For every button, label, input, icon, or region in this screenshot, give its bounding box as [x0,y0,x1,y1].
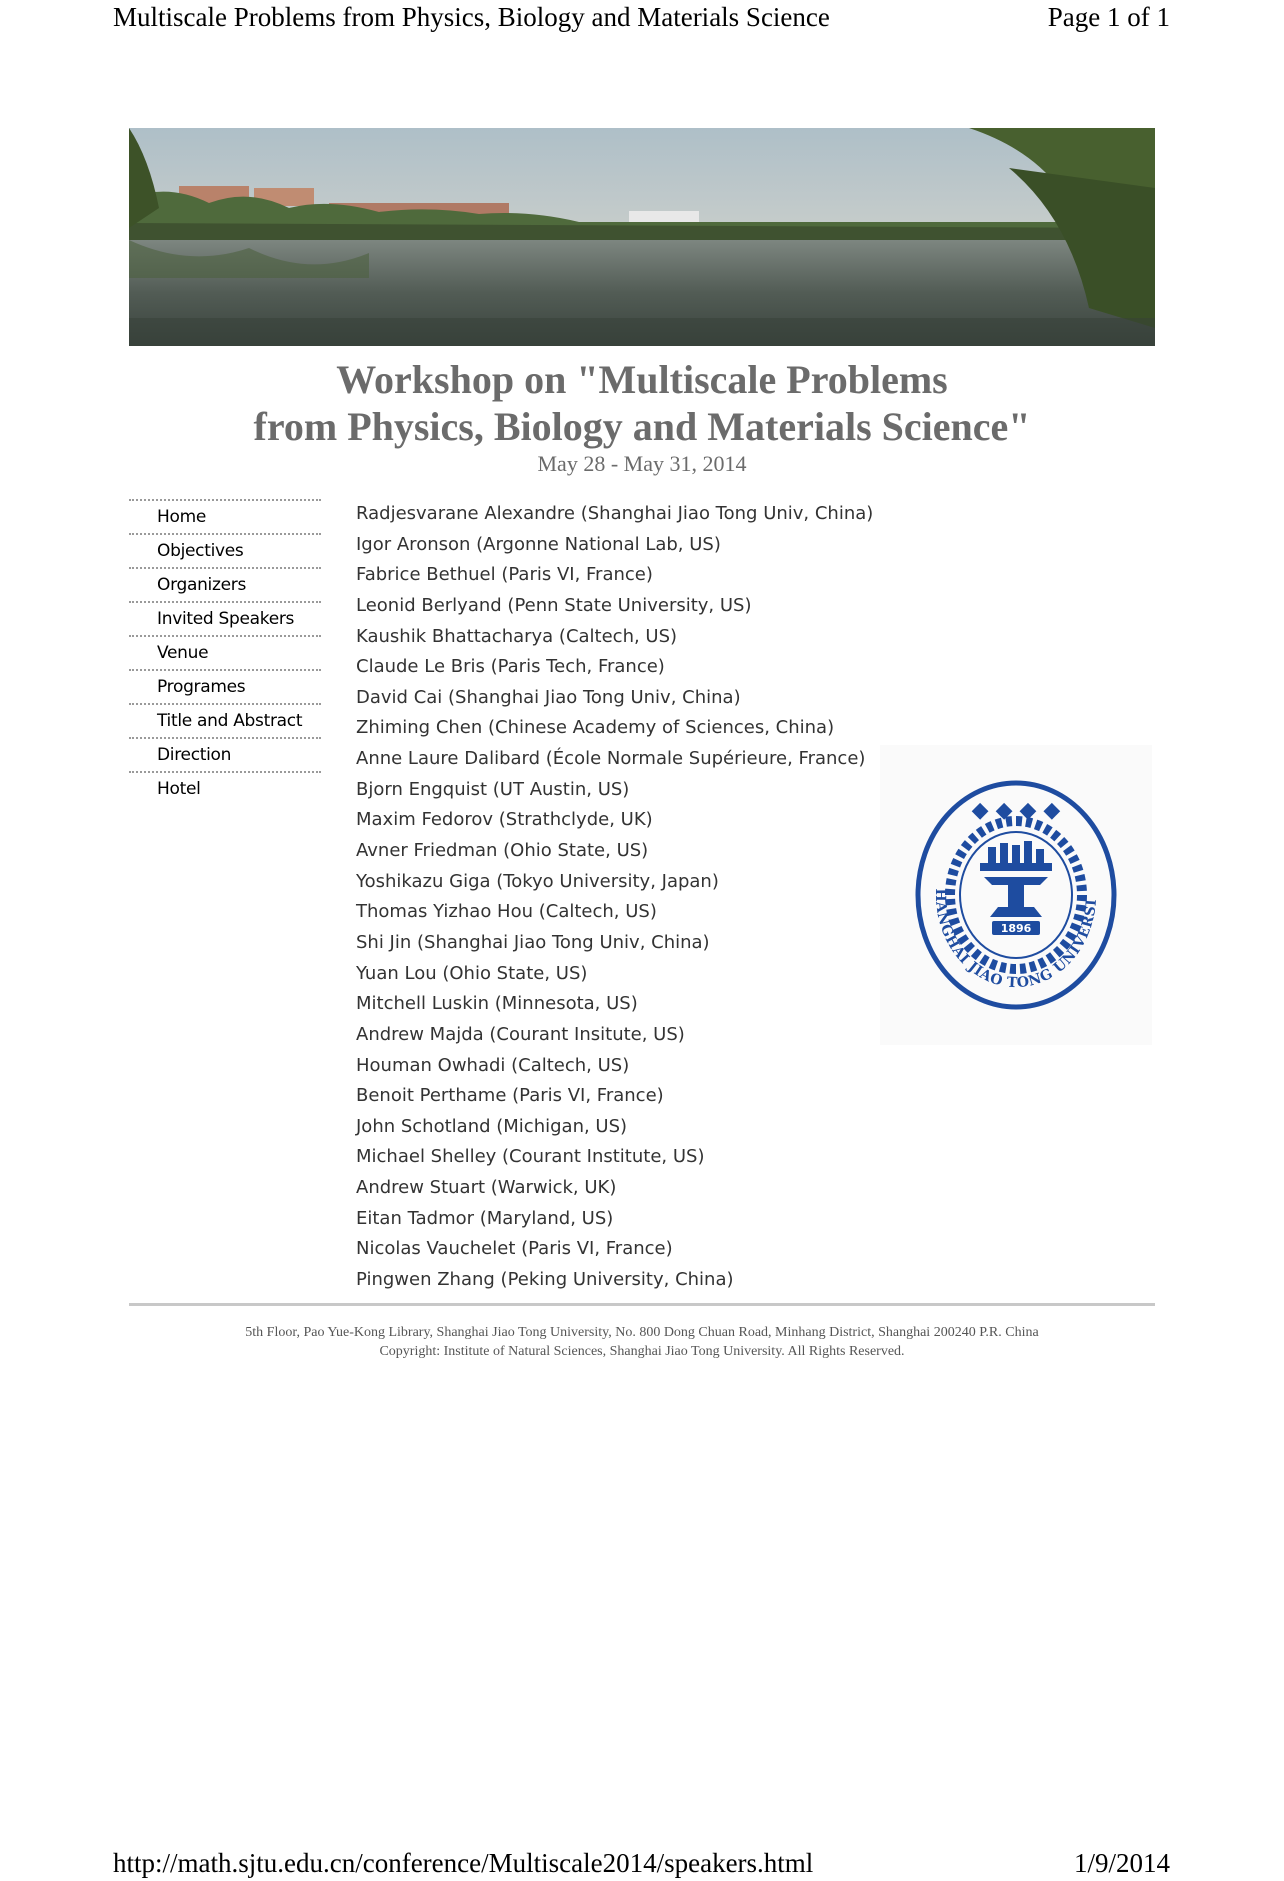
nav-item-home[interactable]: Home [129,501,321,535]
speaker-item: Michael Shelley (Courant Institute, US) [356,1146,705,1168]
speaker-item: Nicolas Vauchelet (Paris VI, France) [356,1238,673,1260]
banner-image [129,128,1155,346]
speaker-item: Avner Friedman (Ohio State, US) [356,840,649,862]
speaker-item: Eitan Tadmor (Maryland, US) [356,1207,614,1229]
speaker-item: Andrew Stuart (Warwick, UK) [356,1177,617,1199]
speaker-item: David Cai (Shanghai Jiao Tong Univ, China) [356,686,741,708]
footer-address: 5th Floor, Pao Yue-Kong Library, Shanghai Jiao Tong University, No. 800 Dong Chuan Road, Minhang District, Shanghai 200240 P.R. China [245,1325,1039,1340]
nav-item-venue[interactable]: Venue [129,637,321,671]
speaker-item: Pingwen Zhang (Peking University, China) [356,1269,734,1291]
speaker-item: Kaushik Bhattacharya (Caltech, US) [356,625,678,647]
university-seal-logo [880,745,1152,1045]
speaker-item: Leonid Berlyand (Penn State University, US) [356,594,752,616]
nav-item-objectives[interactable]: Objectives [129,535,321,569]
site-title-line1: Workshop on "Multiscale Problems [336,357,948,402]
speaker-item: Zhiming Chen (Chinese Academy of Sciences, China) [356,717,835,739]
speaker-item: Claude Le Bris (Paris Tech, France) [356,656,665,678]
speaker-item: Yoshikazu Giga (Tokyo University, Japan) [356,870,719,892]
speaker-item: Thomas Yizhao Hou (Caltech, US) [356,901,657,923]
speaker-item: Fabrice Bethuel (Paris VI, France) [356,564,653,586]
speaker-item: Mitchell Luskin (Minnesota, US) [356,993,638,1015]
seal-text: HANGHAI JIAO TONG UNIVERSI [931,888,1100,992]
speaker-item: John Schotland (Michigan, US) [356,1115,628,1137]
print-header-page-number: Page 1 of 1 [1047,2,1170,32]
speaker-item: Radjesvarane Alexandre (Shanghai Jiao Tong Univ, China) [356,503,874,524]
nav-item-invited-speakers[interactable]: Invited Speakers [129,603,321,637]
speaker-item: Bjorn Engquist (UT Austin, US) [356,778,630,800]
nav-item-organizers[interactable]: Organizers [129,569,321,603]
nav-item-programes[interactable]: Programes [129,671,321,705]
nav-item-title-and-abstract[interactable]: Title and Abstract [129,705,321,739]
speaker-item: Anne Laure Dalibard (École Normale Supérieure, France) [356,748,866,770]
site-dates: May 28 - May 31, 2014 [537,451,747,476]
footer-divider [129,1303,1155,1306]
svg-text:◆ ◆ ◆ ◆: ◆ ◆ ◆ ◆ [971,798,1061,823]
speaker-item: Maxim Fedorov (Strathclyde, UK) [356,809,653,831]
speaker-item: Andrew Majda (Courant Insitute, US) [356,1023,685,1045]
print-footer-url: http://math.sjtu.edu.cn/conference/Multiscale2014/speakers.html [113,1848,814,1878]
speaker-item: Yuan Lou (Ohio State, US) [356,962,588,984]
speaker-item: Houman Owhadi (Caltech, US) [356,1054,630,1076]
speaker-list [356,499,873,1296]
site-title-line2: from Physics, Biology and Materials Science" [253,404,1031,449]
footer-copyright: Copyright: Institute of Natural Sciences, Shanghai Jiao Tong University. All Rights Reserved. [379,1344,905,1359]
print-header-title: Multiscale Problems from Physics, Biology and Materials Science [113,2,830,32]
nav-item-hotel[interactable]: Hotel [157,779,201,799]
speaker-item: Igor Aronson (Argonne National Lab, US) [356,533,721,555]
sidebar-nav [129,499,321,805]
nav-item-direction[interactable]: Direction [129,739,321,773]
speaker-item: Benoit Perthame (Paris VI, France) [356,1085,664,1107]
print-footer-date: 1/9/2014 [1073,1848,1170,1878]
speaker-item: Shi Jin (Shanghai Jiao Tong Univ, China) [356,931,710,953]
seal-year: 1896 [1000,922,1032,935]
